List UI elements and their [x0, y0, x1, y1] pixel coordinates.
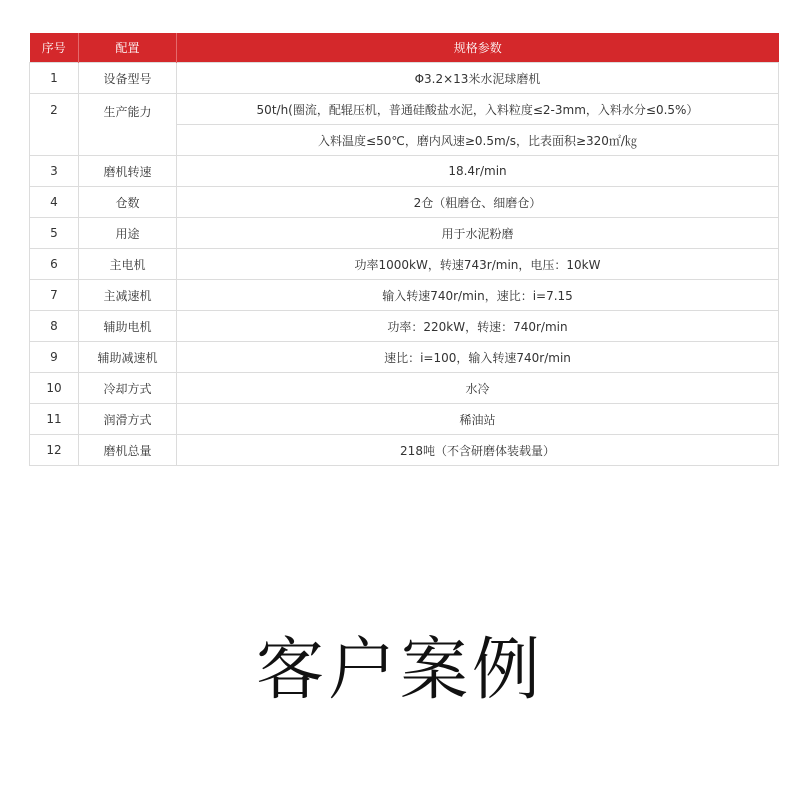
row-spec: 功率1000kW，转速743r/min，电压：10kW: [177, 249, 779, 280]
row-item: 润滑方式: [79, 404, 177, 435]
row-index: 6: [30, 249, 79, 280]
row-item: 冷却方式: [79, 373, 177, 404]
row-spec: 18.4r/min: [177, 156, 779, 187]
row-index: 8: [30, 311, 79, 342]
table-row: [30, 249, 779, 280]
row-index: 11: [30, 404, 79, 435]
row-index: 12: [30, 435, 79, 466]
row-index: 10: [30, 373, 79, 404]
table-row: [30, 63, 779, 94]
row-spec: 速比：i=100，输入转速740r/min: [177, 342, 779, 373]
table-header-row: [30, 33, 779, 63]
row-index: 9: [30, 342, 79, 373]
row-spec: 水冷: [177, 373, 779, 404]
row-index: 7: [30, 280, 79, 311]
row-item: 仓数: [79, 187, 177, 218]
table-row: [30, 342, 779, 373]
row-index: 3: [30, 156, 79, 187]
table-row: [30, 435, 779, 466]
row-item: 辅助减速机: [79, 342, 177, 373]
table-row: [30, 404, 779, 435]
row-index: 4: [30, 187, 79, 218]
table-row: [30, 311, 779, 342]
row-item: 磨机转速: [79, 156, 177, 187]
row-index: 2: [30, 94, 79, 156]
row-spec: 功率：220kW，转速：740r/min: [177, 311, 779, 342]
row-spec: 用于水泥粉磨: [177, 218, 779, 249]
row-item: 设备型号: [79, 63, 177, 94]
header-spec: 规格参数: [177, 33, 779, 63]
row-spec: Φ3.2×13米水泥球磨机: [177, 63, 779, 94]
header-config: 配置: [79, 33, 177, 63]
row-spec: 50t/h(圈流，配辊压机，普通硅酸盐水泥，入料粒度≤2-3mm，入料水分≤0.5%）: [177, 94, 779, 125]
row-item: 磨机总量: [79, 435, 177, 466]
row-item: 辅助电机: [79, 311, 177, 342]
row-item: 生产能力: [79, 94, 177, 156]
row-spec: 稀油站: [177, 404, 779, 435]
spec-table: [29, 33, 779, 466]
table-row: [30, 280, 779, 311]
row-spec: 2仓（粗磨仓、细磨仓）: [177, 187, 779, 218]
row-index: 1: [30, 63, 79, 94]
table-row: [30, 187, 779, 218]
table-row: [30, 218, 779, 249]
section-title: 客户案例: [255, 631, 544, 710]
table-row: [30, 373, 779, 404]
table-row: [30, 156, 779, 187]
table-row: [30, 94, 779, 125]
row-item: 主减速机: [79, 280, 177, 311]
row-item: 主电机: [79, 249, 177, 280]
row-item: 用途: [79, 218, 177, 249]
row-spec: 入料温度≤50℃，磨内风速≥0.5m/s，比表面积≥320㎡/㎏: [177, 125, 779, 156]
row-spec: 输入转速740r/min，速比：i=7.15: [177, 280, 779, 311]
row-spec: 218吨（不含研磨体装载量）: [177, 435, 779, 466]
row-index: 5: [30, 218, 79, 249]
header-index: 序号: [30, 33, 79, 63]
